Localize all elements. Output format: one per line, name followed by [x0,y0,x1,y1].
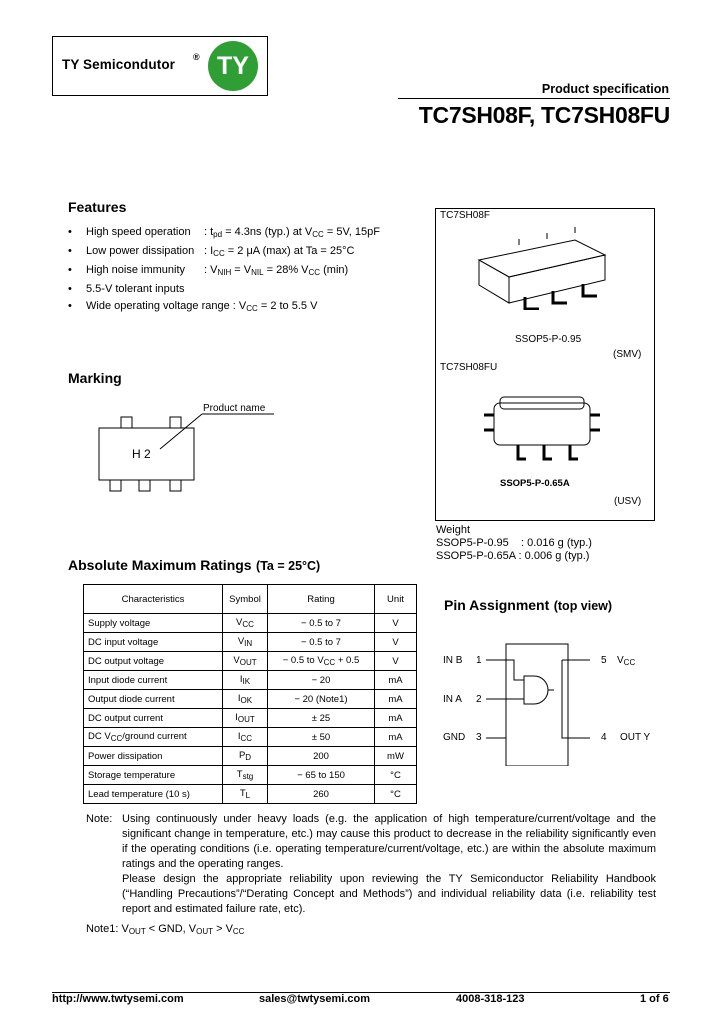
table-row: Supply voltage $V_{CC}$ − 0.5 to 7 V [84,614,417,633]
bottom-lead [110,480,121,491]
bottom-lead [170,480,181,491]
package-f-code: SSOP5-P-0.95 [515,334,582,345]
package-fu-code: SSOP5-P-0.65A [500,478,570,489]
top-lead [170,417,181,428]
pin-number: 3 [476,732,482,743]
and-gate-symbol [524,676,548,704]
title-rule [398,98,670,99]
table-row: DC output voltage $V_{OUT}$ − 0.5 to $V_{CC} + 0.5$ V [84,652,417,671]
marking-diagram [90,395,280,505]
notes [86,812,656,939]
package-fu-label: TC7SH08FU [440,362,498,373]
note-text: Using continuously under heavy loads (e.g. the application of high temperature/current/voltage and the significant change in temperature, etc.) may cause this product to decrease in the reliability significantly even if the operating conditions (i.e. operating temperature/current/voltage, etc.) are within the absolute maximum ratings and the operating ranges. [122,813,656,870]
weight-line: SSOP5-P-0.65A : 0.006 g (typ.) [436,550,590,562]
marking-heading: Marking [68,370,122,386]
company-logo: TY [208,41,258,91]
pin-name: GND [443,732,466,743]
smv-package-drawing [465,225,615,310]
list-item: • High speed operation : $t_{pd} = 4.3ns$ (typ.) at $V_{CC} = 5V$, 15pF [68,224,380,243]
features-heading: Features [68,199,127,215]
pin-number: 1 [476,655,482,666]
table-row: DC output current $I_{OUT}$ ± 25 mA [84,709,417,728]
pin-number: 2 [476,694,482,705]
page-title: TC7SH08F, TC7SH08FU [418,102,670,128]
pin-number: 5 [601,655,607,666]
note-label: Note: [86,813,113,825]
pin-lines [486,660,524,738]
pin-name: OUT Y [620,732,651,743]
company-name: TY Semicondutor [62,57,176,72]
pin-diagram [480,636,610,766]
pin-number: 4 [601,732,607,743]
table-row: Lead temperature (10 s) $T_L$ 260 °C [84,785,417,804]
usv-package-drawing [478,385,608,470]
package-f-type: (SMV) [613,349,642,360]
product-name-label: Product name [203,403,266,414]
table-row: Input diode current $I_{IK}$ − 20 mA [84,671,417,690]
table-row: DC input voltage $V_{IN}$ − 0.5 to 7 V [84,633,417,652]
footer-email[interactable]: sales@twtysemi.com [259,993,370,1005]
ic-outline [506,644,568,766]
package-f-label: TC7SH08F [440,210,491,221]
footer-url[interactable]: http://www.twtysemi.com [52,993,184,1005]
marking-code: H 2 [132,447,151,461]
list-item: • Low power dissipation : $I_{CC} = 2$ μA (max) at Ta = 25°C [68,243,380,262]
table-row: DC $V_{CC}$/ground current $I_{CC}$ ± 50 mA [84,728,417,747]
pin-name: IN B [443,655,463,666]
list-item: • High noise immunity : $V_{NIH} = V_{NIL} = 28\%$ $V_{CC}$ (min) [68,262,380,281]
pin-name: $V_{CC}$ [617,655,636,667]
bottom-lead [139,480,150,491]
top-lead [121,417,132,428]
pin-assignment-heading: Pin Assignment (top view) [444,597,613,613]
features-list [68,224,380,317]
ratings-table [83,584,417,804]
list-item: • Wide operating voltage range : $V_{CC} = 2$ to 5.5 V [68,298,380,317]
page-number: 1 of 6 [640,993,669,1005]
doc-type: Product specification [541,82,669,96]
note1: Note1: $V_{OUT}$ < GND, $V_{OUT} > V_{CC}$ [86,923,245,936]
weight-label: Weight [436,524,471,536]
table-row: Storage temperature $T_{stg}$ − 65 to 150 °C [84,766,417,785]
weight-line: SSOP5-P-0.95 : 0.016 g (typ.) [436,537,592,549]
registered-mark: ® [193,52,200,62]
note-text: Please design the appropriate reliability upon reviewing the TY Semiconductor Reliability Handbook (“Handling Precautions”/“Derating Concept and Methods”) and individual reliability data (i.e. reliability test report and estimated failure rate, etc). [122,873,656,915]
ratings-heading: Absolute Maximum Ratings (Ta = 25°C) [68,557,321,573]
table-row: Power dissipation $P_D$ 200 mW [84,747,417,766]
pin-name: IN A [443,694,462,705]
package-fu-type: (USV) [614,496,642,507]
table-row: Output diode current $I_{OK}$ − 20 (Note1) mA [84,690,417,709]
table-header-row: Characteristics Symbol Rating Unit [84,585,417,614]
list-item: • 5.5-V tolerant inputs [68,281,380,298]
footer-phone: 4008-318-123 [456,993,525,1005]
